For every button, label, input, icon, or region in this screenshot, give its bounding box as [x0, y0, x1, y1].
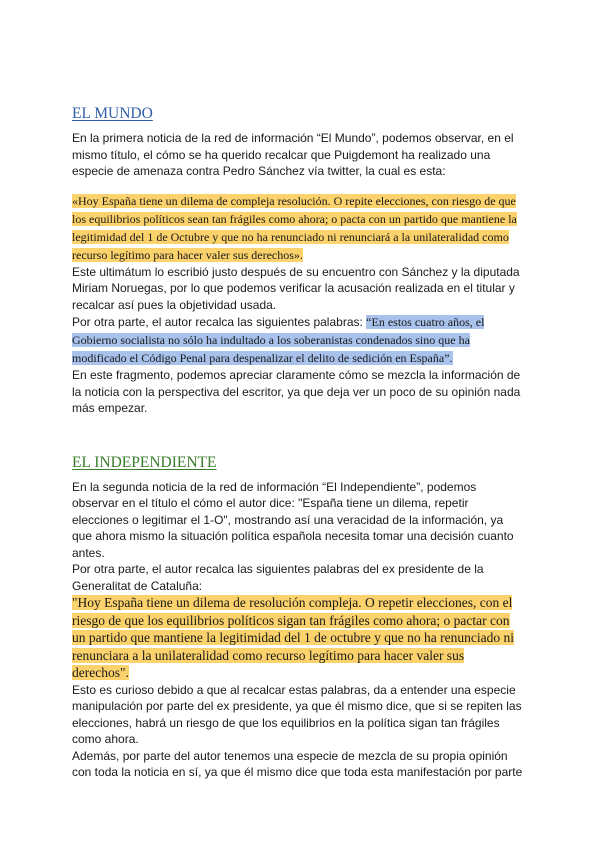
paragraph-indep-4: Además, por parte del autor tenemos una especie de mezcla de su propia opinión con toda la noticia en sí, ya que él mismo dice que toda esta manifestación por parte: [72, 748, 523, 779]
paragraph-indep-intro: En la segunda noticia de la red de información “El Independiente”, podemos observar en el título el cómo el autor dice: "España tiene un dilema, repetir elecciones o legitimar el 1-O", mostrando así una veracidad de la información, ya que ahora mismo la situación política española necesita tomar una decisión cuanto antes.: [72, 479, 514, 560]
highlighted-quote-indep: "Hoy España tiene un dilema de resolución compleja. O repetir elecciones, con el riesgo de que los equilibrios políticos sigan tan frágiles como ahora; o pactar con un partido que mantiene la legitimidad del 1 de octubre y que no ha renunciado ni renunciara a la unilateralidad como recurso legítimo para hacer valer sus derechos".: [72, 595, 514, 680]
paragraph-mundo-intro: En la primera noticia de la red de información “El Mundo”, podemos observar, en el mismo título, el cómo se ha querido recalcar que Puigdemont ha realizado una especie de amenaza contra Pedro Sánchez vía twitter, la cual es esta:: [72, 131, 514, 178]
highlighted-quote-blue: “En estos cuatro años, el Gobierno socialista no sólo ha indultado a los soberanistas condenados sino que ha modificado el Código Penal para despenalizar el delito de sedición en España”.: [72, 315, 485, 365]
paragraph-mundo-4: En este fragmento, podemos apreciar claramente cómo se mezcla la información de la noticia con la perspectiva del escritor, ya que deja ver un poco de su opinión nada más empezar.: [72, 368, 521, 415]
highlighted-quote: «Hoy España tiene un dilema de compleja resolución. O repite elecciones, con riesgo de que los equilibrios políticos sean tan frágiles como ahora; o pacta con un partido que mantiene la legitimidad del 1 de Octubre y que no ha renunciado ni renunciará a la unilateralidad como recurso legítimo para hacer valer sus derechos».: [72, 193, 517, 262]
paragraph-mundo-2: Este ultimátum lo escribió justo después de su encuentro con Sánchez y la diputada Miriam Noruegas, por lo que podemos verificar la acusación realizada en el titular y recalcar así pues la objetividad usada.: [72, 264, 520, 312]
paragraph-mundo-3-lead: Por otra parte, el autor recalca las siguientes palabras:: [72, 315, 367, 329]
heading-el-independiente: EL INDEPENDIENTE: [72, 453, 217, 471]
document-body: [72, 104, 524, 781]
paragraph-indep-3: Esto es curioso debido a que al recalcar estas palabras, da a entender una especie manipulación por parte del ex presidente, ya que él mismo dice, que si se repiten las elecciones, habrá un riesgo de que los equilibrios en la política sigan tan frágiles como ahora.: [72, 682, 522, 746]
quote-puigdemont-mundo: [72, 192, 524, 264]
heading-el-mundo: EL MUNDO: [72, 105, 153, 122]
paragraph-indep-2: Por otra parte, el autor recalca las siguientes palabras del ex presidente de la Generalitat de Cataluña:: [72, 562, 484, 593]
paragraph-mundo-3: [72, 313, 524, 367]
quote-puigdemont-indep: [72, 594, 524, 682]
